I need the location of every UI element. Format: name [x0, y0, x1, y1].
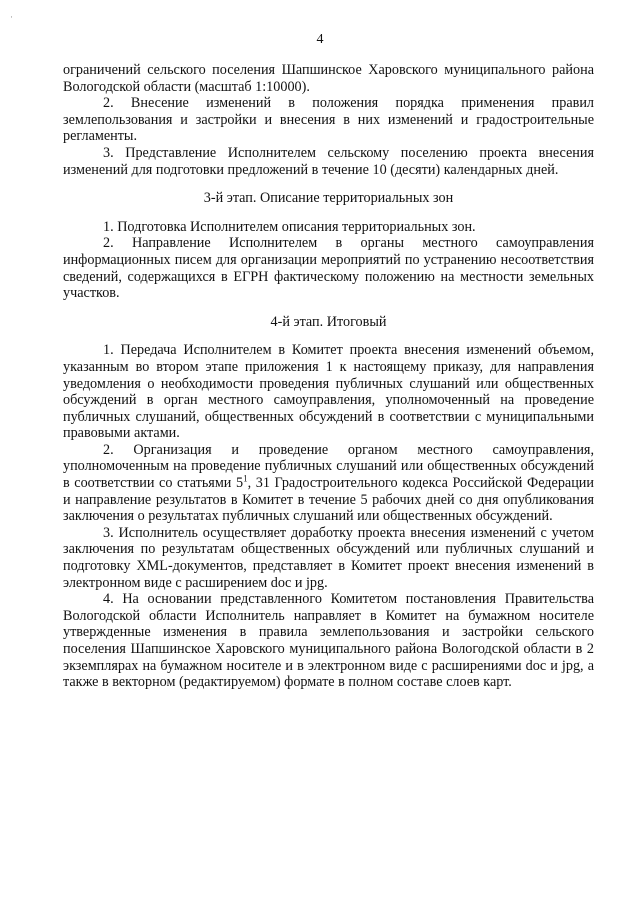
stage2-item-3: 3. Представление Исполнителем сельскому поселению проекта внесения изменений для подготовки предложений в течение 10 (десяти) календарных дней.	[63, 144, 594, 178]
stage4-heading: 4-й этап. Итоговый	[270, 313, 387, 330]
stage3-item-1: 1. Подготовка Исполнителем описания территориальных зон.	[103, 218, 476, 235]
stage4-item-4: 4. На основании представленного Комитетом постановления Правительства Вологодской области Исполнитель направляет в Комитет на бумажном носителе утвержденные изменения в правила землепользования и застройки сельского поселения Шапшинское Харовского муниципального района Вологодской области в 2 экземплярах на бумажном носителе и в электронном виде с расширениями doc и jpg, а также в векторном (редактируемом) формате в полном составе слоев карт.	[63, 591, 594, 691]
stage2-item-2: 2. Внесение изменений в положения порядка применения правил землепользования и застройки и внесения в них изменений и градостроительные регламенты.	[63, 95, 594, 145]
stage4-item-2-text-continued: , 31 Градостроительного кодекса Российской Федерации и направление результатов в Комитет в течение 5 рабочих дней со дня опубликования заключения о результатах публичных слушаний или общественных обсуждений.	[63, 475, 594, 525]
stage4-item-3: 3. Исполнитель осуществляет доработку проекта внесения изменений с учетом заключения по результатам общественных обсуждений или публичных слушаний и подготовку XML-документов, представляет в Комитет проект внесения изменений в электронном виде с расширением doc и jpg.	[63, 524, 594, 591]
document-body	[63, 62, 594, 691]
intro-paragraph: ограничений сельского поселения Шапшинское Харовского муниципального района Вологодской области (масштаб 1:10000).	[63, 62, 594, 95]
stage3-heading: 3-й этап. Описание территориальных зон	[203, 190, 454, 207]
corner-mark: ·	[10, 12, 13, 22]
stage3-item-2: 2. Направление Исполнителем в органы местного самоуправления информационных писем для организации мероприятий по устранению несоответствия сведений, содержащихся в ЕГРН фактическому положению на местности земельных участков.	[63, 235, 594, 302]
stage4-item-1: 1. Передача Исполнителем в Комитет проекта внесения изменений объемом, указанным во втором этапе приложения 1 к настоящему приказу, для направления уведомления о необходимости проведения публичных слушаний или общественных обсуждений в орган местного самоуправления, уполномоченный на проведение публичных слушаний, общественных обсуждений в соответствии с муниципальными правовыми актами.	[63, 342, 594, 442]
article-superscript: 1	[243, 473, 248, 484]
stage4-item-2	[63, 442, 594, 525]
page-number: 4	[316, 32, 324, 47]
stage4-item-2-text: 2. Организация и проведение органом местного самоуправления, уполномоченным на проведение публичных слушаний или общественных обсуждений в соответствии со статьями 5	[63, 441, 594, 492]
